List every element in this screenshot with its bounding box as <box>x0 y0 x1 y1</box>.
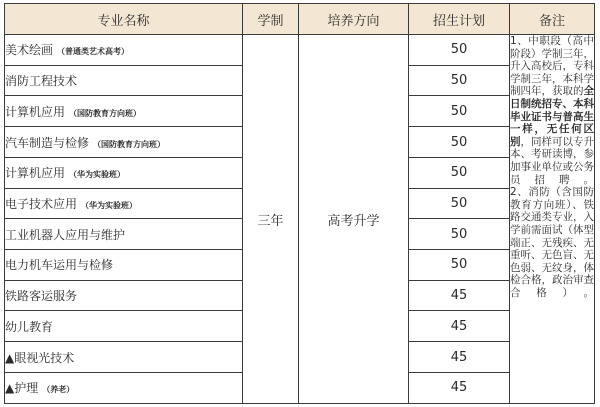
remarks-p1-bold: 全日制统招专、本科毕业证书与普高生一样，无任何区别 <box>510 85 594 148</box>
major-name: 汽车制造与检修 <box>5 135 90 150</box>
major-cell <box>5 188 243 219</box>
quota-cell: 45 <box>409 280 510 311</box>
major-name: ▲护理 <box>5 381 39 396</box>
quota-cell: 50 <box>409 250 510 281</box>
remarks-paragraph-1 <box>510 35 594 186</box>
major-name: 电子技术应用 <box>5 196 78 211</box>
remarks-p1-text: 1、中职段（高中阶段）学制三年，升入高校后，专科学制三年，本科学制四年，获取的 <box>510 35 594 98</box>
header-major: 专业名称 <box>5 4 243 35</box>
major-name: 铁路客运服务 <box>5 289 78 304</box>
quota-cell: 50 <box>409 127 510 158</box>
duration-cell: 三年 <box>243 35 299 404</box>
major-cell <box>5 65 243 96</box>
remarks-cell <box>510 35 595 404</box>
major-note: （国防教育方向班） <box>69 108 142 118</box>
major-cell <box>5 311 243 342</box>
major-note: （华为实验班） <box>69 170 126 180</box>
quota-cell: 45 <box>409 311 510 342</box>
major-note: （普通类艺术高考） <box>57 47 130 57</box>
major-name: 工业机器人应用与维护 <box>5 227 126 242</box>
quota-cell: 50 <box>409 157 510 188</box>
remarks-paragraph-2 <box>510 186 594 299</box>
major-cell <box>5 250 243 281</box>
major-name: 消防工程技术 <box>5 74 78 89</box>
quota-cell: 50 <box>409 219 510 250</box>
quota-cell: 50 <box>409 96 510 127</box>
header-remarks: 备注 <box>510 4 595 35</box>
major-cell <box>5 280 243 311</box>
major-cell <box>5 372 243 403</box>
direction-cell: 高考升学 <box>299 35 409 404</box>
major-name: 美术绘画 <box>5 43 54 58</box>
header-duration: 学制 <box>243 4 299 35</box>
major-name: 电力机车运用与检修 <box>5 258 114 273</box>
quota-cell: 45 <box>409 372 510 403</box>
remarks-text <box>510 35 594 299</box>
major-note: （国防教育方向班） <box>93 139 166 149</box>
remarks-p1-tail: ，同样可以专升本、考研读博，参加事业单位或公务员招聘。 <box>510 135 594 186</box>
major-note: （华为实验班） <box>81 200 138 210</box>
major-name: 幼儿教育 <box>5 319 54 334</box>
major-name: ▲眼视光技术 <box>5 350 75 365</box>
major-cell <box>5 127 243 158</box>
header-row <box>5 4 595 35</box>
major-cell <box>5 342 243 373</box>
major-cell <box>5 157 243 188</box>
header-quota: 招生计划 <box>409 4 510 35</box>
remarks-p2-text: 2、消防（含国防教育方向班）、铁路交通类专业，入学前需面试（体型端正、无残疾、无重听、无色盲、无色弱、无纹身，体检合格，政治审查合格）。 <box>510 186 594 299</box>
enrollment-table <box>4 3 595 404</box>
major-cell <box>5 35 243 66</box>
quota-cell: 50 <box>409 35 510 66</box>
major-name: 计算机应用 <box>5 166 66 181</box>
quota-cell: 50 <box>409 188 510 219</box>
major-cell <box>5 96 243 127</box>
header-direction: 培养方向 <box>299 4 409 35</box>
major-name: 计算机应用 <box>5 104 66 119</box>
quota-cell: 50 <box>409 65 510 96</box>
table-row <box>5 35 595 66</box>
major-cell <box>5 219 243 250</box>
quota-cell: 45 <box>409 342 510 373</box>
major-note: （养老） <box>42 385 75 395</box>
